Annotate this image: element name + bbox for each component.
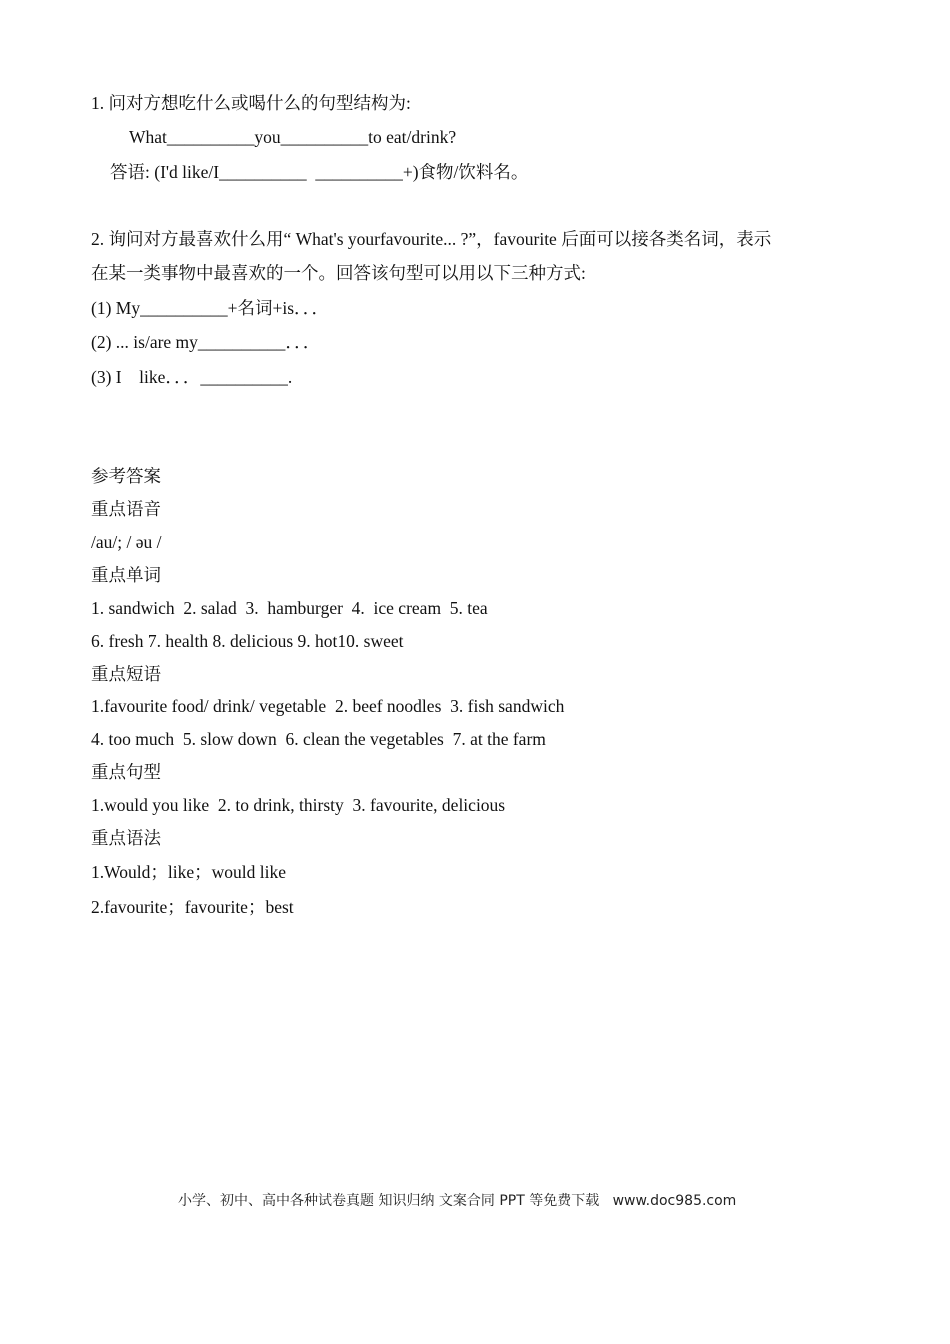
section1-pattern: What__________you__________to eat/drink? [129,127,457,147]
sentences-heading: 重点句型 [91,762,161,782]
phrases-line2: 4. too much 5. slow down 6. clean the vegetables 7. at the farm [91,729,546,749]
words-heading: 重点单词 [91,565,161,585]
pronunciation-text: /au/; / əu / [91,532,162,552]
answers-title: 参考答案 [91,466,161,486]
grammar-line2: 2.favourite；favourite；best [91,897,294,917]
grammar-line1: 1.Would；like；would like [91,862,286,882]
pronunciation-heading: 重点语音 [91,499,161,519]
section2-item1: (1) My__________+名词+is．．． [91,298,330,318]
page-footer: 小学、初中、高中各种试卷真题 知识归纳 文案合同 PPT 等免费下载 www.doc985.com [178,1193,737,1209]
grammar-heading: 重点语法 [91,828,161,848]
section2-item2: (2) ... is/are my__________．．． [91,332,321,352]
sentences-line1: 1.would you like 2. to drink, thirsty 3. favourite, delicious [91,795,506,815]
section1-heading: 1. 问对方想吃什么或喝什么的句型结构为: [91,93,411,113]
section1-answer: 答语: (I'd like/I__________ __________+)食物/饮料名。 [110,162,529,182]
phrases-heading: 重点短语 [91,664,161,684]
section2-line2: 在某一类事物中最喜欢的一个。回答该句型可以用以下三种方式: [91,263,586,283]
section2-item3: (3) I like．．．__________. [91,367,293,387]
words-line1: 1. sandwich 2. salad 3. hamburger 4. ice cream 5. tea [91,598,488,618]
section2-line1: 2. 询问对方最喜欢什么用“ What's yourfavourite... ?”，favourite 后面可以接各类名词，表示 [91,229,772,249]
words-line2: 6. fresh 7. health 8. delicious 9. hot10. sweet [91,631,404,651]
phrases-line1: 1.favourite food/ drink/ vegetable 2. beef noodles 3. fish sandwich [91,696,565,716]
